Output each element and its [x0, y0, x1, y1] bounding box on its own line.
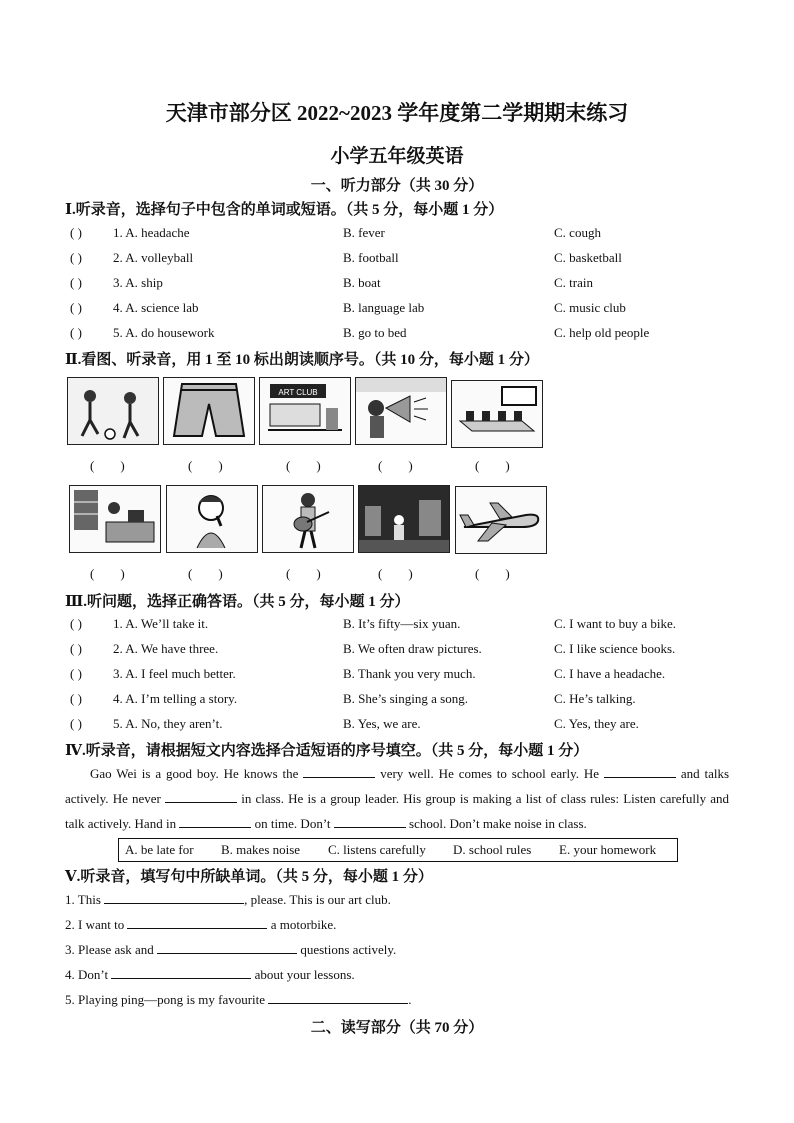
fill-text-after: a motorbike. — [270, 917, 337, 932]
q3-item — [65, 641, 745, 661]
answer-paren[interactable]: ( ) — [70, 641, 82, 656]
q1-item — [65, 225, 745, 245]
option-c: C. Yes, they are. — [554, 716, 639, 731]
option-a: 5. A. No, they aren’t. — [113, 716, 223, 731]
fill-text-after: , please. This is our art club. — [244, 892, 391, 907]
kids-playing-football-icon — [67, 377, 159, 445]
answer-blank[interactable] — [165, 790, 237, 803]
answer-paren[interactable]: ( ) — [286, 458, 321, 473]
option-b: B. language lab — [343, 300, 425, 315]
q3-item — [65, 666, 745, 686]
fill-text-after: questions actively. — [300, 942, 397, 957]
answer-paren[interactable]: ( ) — [475, 566, 510, 581]
boy-playing-guitar-icon — [262, 485, 354, 553]
q4-options-box — [118, 838, 678, 862]
option-a: 1. A. headache — [113, 225, 190, 240]
q3-item — [65, 691, 745, 711]
option-c: C. help old people — [554, 325, 650, 340]
option-d: D. school rules — [453, 842, 532, 857]
answer-blank[interactable] — [303, 765, 375, 778]
option-c: C. listens carefully — [328, 842, 426, 857]
q1-heading: Ⅰ.听录音，选择句子中包含的单词或短语。（共 5 分，每小题 1 分） — [65, 202, 504, 218]
fill-item — [65, 916, 336, 933]
option-c: C. train — [554, 275, 593, 290]
option-c: C. cough — [554, 225, 601, 240]
answer-paren[interactable]: ( ) — [90, 458, 125, 473]
option-b: B. She’s singing a song. — [343, 691, 468, 706]
q2-heading: Ⅱ.看图、听录音，用 1 至 10 标出朗读顺序号。（共 10 分，每小题 1 分） — [65, 352, 539, 368]
option-a: 5. A. do housework — [113, 325, 215, 340]
q3-item — [65, 616, 745, 636]
answer-blank[interactable] — [111, 966, 251, 979]
option-e: E. your homework — [559, 842, 657, 857]
option-a: 4. A. I’m telling a story. — [113, 691, 238, 706]
q4-passage — [65, 761, 729, 836]
answer-paren[interactable]: ( ) — [70, 225, 82, 240]
answer-paren[interactable]: ( ) — [70, 325, 82, 340]
q1-item — [65, 325, 745, 345]
fill-text-after: about your lessons. — [254, 967, 355, 982]
fill-item — [65, 991, 412, 1008]
option-b: B. Thank you very much. — [343, 666, 476, 681]
answer-paren[interactable]: ( ) — [70, 716, 82, 731]
answer-blank[interactable] — [268, 991, 408, 1004]
airplane-icon — [455, 486, 547, 554]
option-b: B. boat — [343, 275, 381, 290]
option-b: B. It’s fifty—six yuan. — [343, 616, 461, 631]
answer-blank[interactable] — [604, 765, 676, 778]
answer-paren[interactable]: ( ) — [70, 250, 82, 265]
passage-text: on time. Don’t — [254, 816, 331, 831]
answer-blank[interactable] — [334, 815, 406, 828]
answer-paren[interactable]: ( ) — [378, 458, 413, 473]
q3-heading: Ⅲ.听问题，选择正确答语。（共 5 分，每小题 1 分） — [65, 594, 410, 610]
answer-paren[interactable]: ( ) — [70, 616, 82, 631]
q1-item — [65, 300, 745, 320]
art-club-sign-icon — [259, 377, 351, 445]
option-a: 3. A. I feel much better. — [113, 666, 236, 681]
option-a: 4. A. science lab — [113, 300, 199, 315]
fill-item — [65, 891, 391, 908]
option-a: A. be late for — [125, 842, 194, 857]
answer-paren[interactable]: ( ) — [475, 458, 510, 473]
passage-text: and talks actively. He never — [65, 766, 730, 806]
answer-paren[interactable]: ( ) — [70, 666, 82, 681]
option-c: C. I have a headache. — [554, 666, 666, 681]
answer-paren[interactable]: ( ) — [90, 566, 125, 581]
q1-item — [65, 275, 745, 295]
fill-text-before: 5. Playing ping—pong is my favourite — [65, 992, 266, 1007]
passage-text: Gao Wei is a good boy. He knows the — [90, 766, 299, 781]
option-c: C. music club — [554, 300, 626, 315]
option-c: C. I want to buy a bike. — [554, 616, 677, 631]
answer-paren[interactable]: ( ) — [286, 566, 321, 581]
answer-paren[interactable]: ( ) — [70, 691, 82, 706]
fill-item — [65, 966, 355, 983]
meeting-table-icon — [451, 380, 543, 448]
q4-heading: Ⅳ.听录音，请根据短文内容选择合适短语的序号填空。（共 5 分，每小题 1 分） — [65, 743, 589, 759]
option-a: 3. A. ship — [113, 275, 163, 290]
page-title: 天津市部分区 2022~2023 学年度第二学期期末练习 — [165, 101, 629, 125]
fill-text-before: 4. Don’t — [65, 967, 109, 982]
art-club-text: ART CLUB — [278, 388, 318, 397]
fill-text-before: 2. I want to — [65, 917, 125, 932]
option-b: B. football — [343, 250, 399, 265]
answer-paren[interactable]: ( ) — [378, 566, 413, 581]
page-subtitle: 小学五年级英语 — [330, 146, 464, 167]
section-listening-title: 一、听力部分（共 30 分） — [310, 178, 484, 194]
passage-text: very well. He comes to school early. He — [380, 766, 600, 781]
option-c: C. He’s talking. — [554, 691, 636, 706]
answer-paren[interactable]: ( ) — [70, 300, 82, 315]
option-c: C. basketball — [554, 250, 622, 265]
office-desk-icon — [69, 485, 161, 553]
answer-paren[interactable]: ( ) — [70, 275, 82, 290]
option-b: B. makes noise — [221, 842, 301, 857]
night-street-icon — [358, 485, 450, 553]
shorts-icon — [163, 377, 255, 445]
option-b: B. fever — [343, 225, 385, 240]
passage-text: in class. He is a group leader. His group is making a list of class rules: Listen carefully and talk actively. Hand in — [65, 791, 729, 831]
q5-heading: Ⅴ.听录音，填写句中所缺单词。（共 5 分，每小题 1 分） — [65, 869, 433, 885]
option-b: B. go to bed — [343, 325, 407, 340]
section-reading-title: 二、读写部分（共 70 分） — [310, 1020, 484, 1036]
option-a: 1. A. We’ll take it. — [113, 616, 209, 631]
option-c: C. I like science books. — [554, 641, 676, 656]
boy-thinking-icon — [166, 485, 258, 553]
loudspeaker-icon — [355, 377, 447, 445]
fill-text-after: . — [408, 992, 412, 1007]
option-a: 2. A. We have three. — [113, 641, 219, 656]
q3-item — [65, 716, 745, 736]
fill-text-before: 1. This — [65, 892, 101, 907]
answer-paren[interactable]: ( ) — [188, 566, 223, 581]
answer-paren[interactable]: ( ) — [188, 458, 223, 473]
option-a: 2. A. volleyball — [113, 250, 194, 265]
answer-blank[interactable] — [157, 941, 297, 954]
passage-text: school. Don’t make noise in class. — [409, 816, 587, 831]
q1-item — [65, 250, 745, 270]
answer-blank[interactable] — [127, 916, 267, 929]
fill-item — [65, 941, 396, 958]
answer-blank[interactable] — [104, 891, 244, 904]
option-b: B. We often draw pictures. — [343, 641, 482, 656]
answer-blank[interactable] — [179, 815, 251, 828]
option-b: B. Yes, we are. — [343, 716, 421, 731]
fill-text-before: 3. Please ask and — [65, 942, 154, 957]
